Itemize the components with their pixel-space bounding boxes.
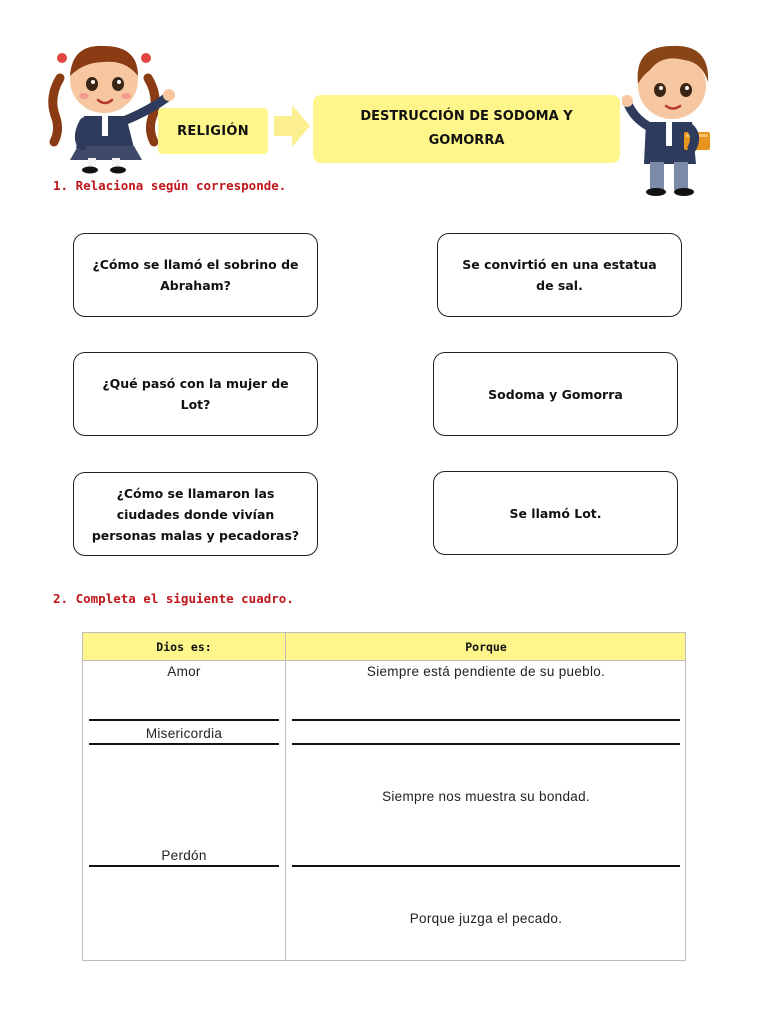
boy-student-illustration <box>622 40 722 200</box>
match-question-2[interactable]: ¿Qué pasó con la mujer de Lot? <box>73 352 318 436</box>
cell-perdon: Perdón <box>161 847 207 863</box>
answer-line[interactable] <box>292 865 680 867</box>
cell-reason-2: Siempre nos muestra su bondad. <box>382 788 590 804</box>
answer-line[interactable] <box>292 719 680 721</box>
cell-misericordia: Misericordia <box>145 725 223 741</box>
match-answer-2[interactable]: Sodoma y Gomorra <box>433 352 678 436</box>
match-question-1[interactable]: ¿Cómo se llamó el sobrino de Abraham? <box>73 233 318 317</box>
answer-line[interactable] <box>89 743 279 745</box>
table-header-porque: Porque <box>465 639 507 654</box>
match-question-3[interactable]: ¿Cómo se llamaron las ciudades donde vivían personas malas y pecadoras? <box>73 472 318 556</box>
answer-line[interactable] <box>89 719 279 721</box>
cell-amor: Amor <box>167 663 201 679</box>
instruction-1: 1. Relaciona según corresponde. <box>53 178 287 193</box>
worksheet-title: DESTRUCCIÓN DE SODOMA Y GOMORRA <box>313 95 620 163</box>
instruction-2: 2. Completa el siguiente cuadro. <box>53 591 294 606</box>
cell-reason-3: Porque juzga el pecado. <box>409 910 563 926</box>
match-answer-1[interactable]: Se convirtió en una estatua de sal. <box>437 233 682 317</box>
table-header-dios-es: Dios es: <box>156 639 212 654</box>
subject-label: RELIGIÓN <box>158 108 268 154</box>
match-answer-3[interactable]: Se llamó Lot. <box>433 471 678 555</box>
answer-line[interactable] <box>292 743 680 745</box>
arrow-right-icon <box>272 103 312 149</box>
cell-reason-1: Siempre está pendiente de su pueblo. <box>366 663 606 679</box>
completion-table <box>82 632 686 961</box>
answer-line[interactable] <box>89 865 279 867</box>
